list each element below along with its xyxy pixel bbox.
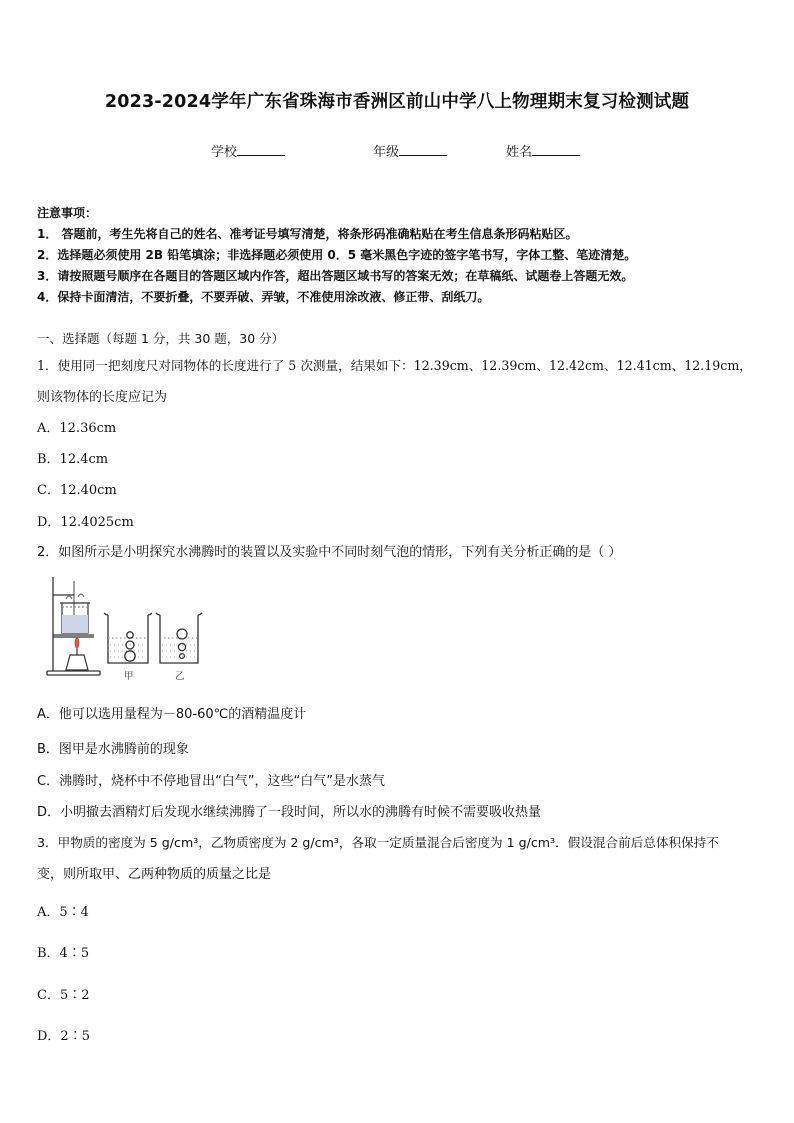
question-1-option-a[interactable]: A．12.36cm xyxy=(37,421,117,436)
question-1-stem-line2: 则该物体的长度应记为 xyxy=(37,390,168,405)
question-1-option-b[interactable]: B．12.4cm xyxy=(37,452,109,467)
name-label: 姓名 xyxy=(506,145,533,160)
section-heading: 一、选择题（每题 1 分，共 30 题，30 分） xyxy=(37,331,285,346)
question-2-option-c[interactable]: C．沸腾时，烧杯中不停地冒出“白气”，这些“白气”是水蒸气 xyxy=(37,774,386,789)
note-item: 1． 答题前，考生先将自己的姓名、准考证号填写清楚，将条形码准确粘贴在考生信息条形码粘贴区。 xyxy=(37,227,578,241)
notes-block xyxy=(37,203,757,308)
school-field[interactable] xyxy=(211,141,285,160)
question-1-option-c[interactable]: C．12.40cm xyxy=(37,483,117,498)
grade-field[interactable] xyxy=(373,141,447,160)
name-field[interactable] xyxy=(506,141,580,160)
heated-beaker-icon xyxy=(60,594,90,633)
figure-label-jia: 甲 xyxy=(124,671,134,682)
notes-heading: 注意事项： xyxy=(37,206,98,220)
figure-label-yi: 乙 xyxy=(175,671,185,682)
beaker-yi-icon xyxy=(156,613,202,663)
question-1-option-d[interactable]: D．12.4025cm xyxy=(37,515,134,530)
question-3-stem-line2: 变，则所取甲、乙两种物质的质量之比是 xyxy=(37,867,272,882)
boiling-experiment-figure xyxy=(44,575,204,683)
note-item: 4．保持卡面清洁，不要折叠，不要弄破、弄皱，不准使用涂改液、修正带、刮纸刀。 xyxy=(37,290,490,304)
grade-label: 年级 xyxy=(373,145,400,160)
grade-blank[interactable] xyxy=(399,143,447,156)
question-3-option-c[interactable]: C．5∶2 xyxy=(37,988,90,1003)
question-2-stem: 2．如图所示是小明探究水沸腾时的装置以及实验中不同时刻气泡的情形，下列有关分析正确的是（ ） xyxy=(37,545,622,560)
question-3-option-a[interactable]: A．5∶4 xyxy=(37,905,89,920)
alcohol-lamp-icon xyxy=(66,637,88,670)
question-1-stem-line1: 1．使用同一把刻度尺对同物体的长度进行了 5 次测量，结果如下：12.39cm、12.39cm、12.42cm、12.41cm、12.19cm， xyxy=(37,358,752,373)
school-label: 学校 xyxy=(211,145,238,160)
page-title: 2023-2024学年广东省珠海市香洲区前山中学八上物理期末复习检测试题 xyxy=(104,92,690,112)
name-blank[interactable] xyxy=(532,143,580,156)
beaker-jia-icon xyxy=(104,613,152,663)
question-3-option-d[interactable]: D．2∶5 xyxy=(37,1029,90,1044)
school-blank[interactable] xyxy=(237,143,285,156)
note-item: 3．请按照题号顺序在各题目的答题区域内作答，超出答题区域书写的答案无效；在草稿纸、试题卷上答题无效。 xyxy=(37,269,634,283)
student-info-row xyxy=(0,141,794,161)
note-item: 2．选择题必须使用 2B 铅笔填涂；非选择题必须使用 0．5 毫米黑色字迹的签字笔书写，字体工整、笔迹清楚。 xyxy=(37,248,637,262)
question-2-option-d[interactable]: D．小明撤去酒精灯后发现水继续沸腾了一段时间，所以水的沸腾有时候不需要吸收热量 xyxy=(37,805,542,820)
question-3-option-b[interactable]: B．4∶5 xyxy=(37,946,90,961)
question-2-option-a[interactable]: A．他可以选用量程为－80-60℃的酒精温度计 xyxy=(37,707,307,722)
question-2-option-b[interactable]: B．图甲是水沸腾前的现象 xyxy=(37,742,189,757)
question-3-stem-line1: 3．甲物质的密度为 5 g/cm³，乙物质密度为 2 g/cm³，各取一定质量混合后密度为 1 g/cm³．假设混合前后总体积保持不 xyxy=(37,835,719,850)
